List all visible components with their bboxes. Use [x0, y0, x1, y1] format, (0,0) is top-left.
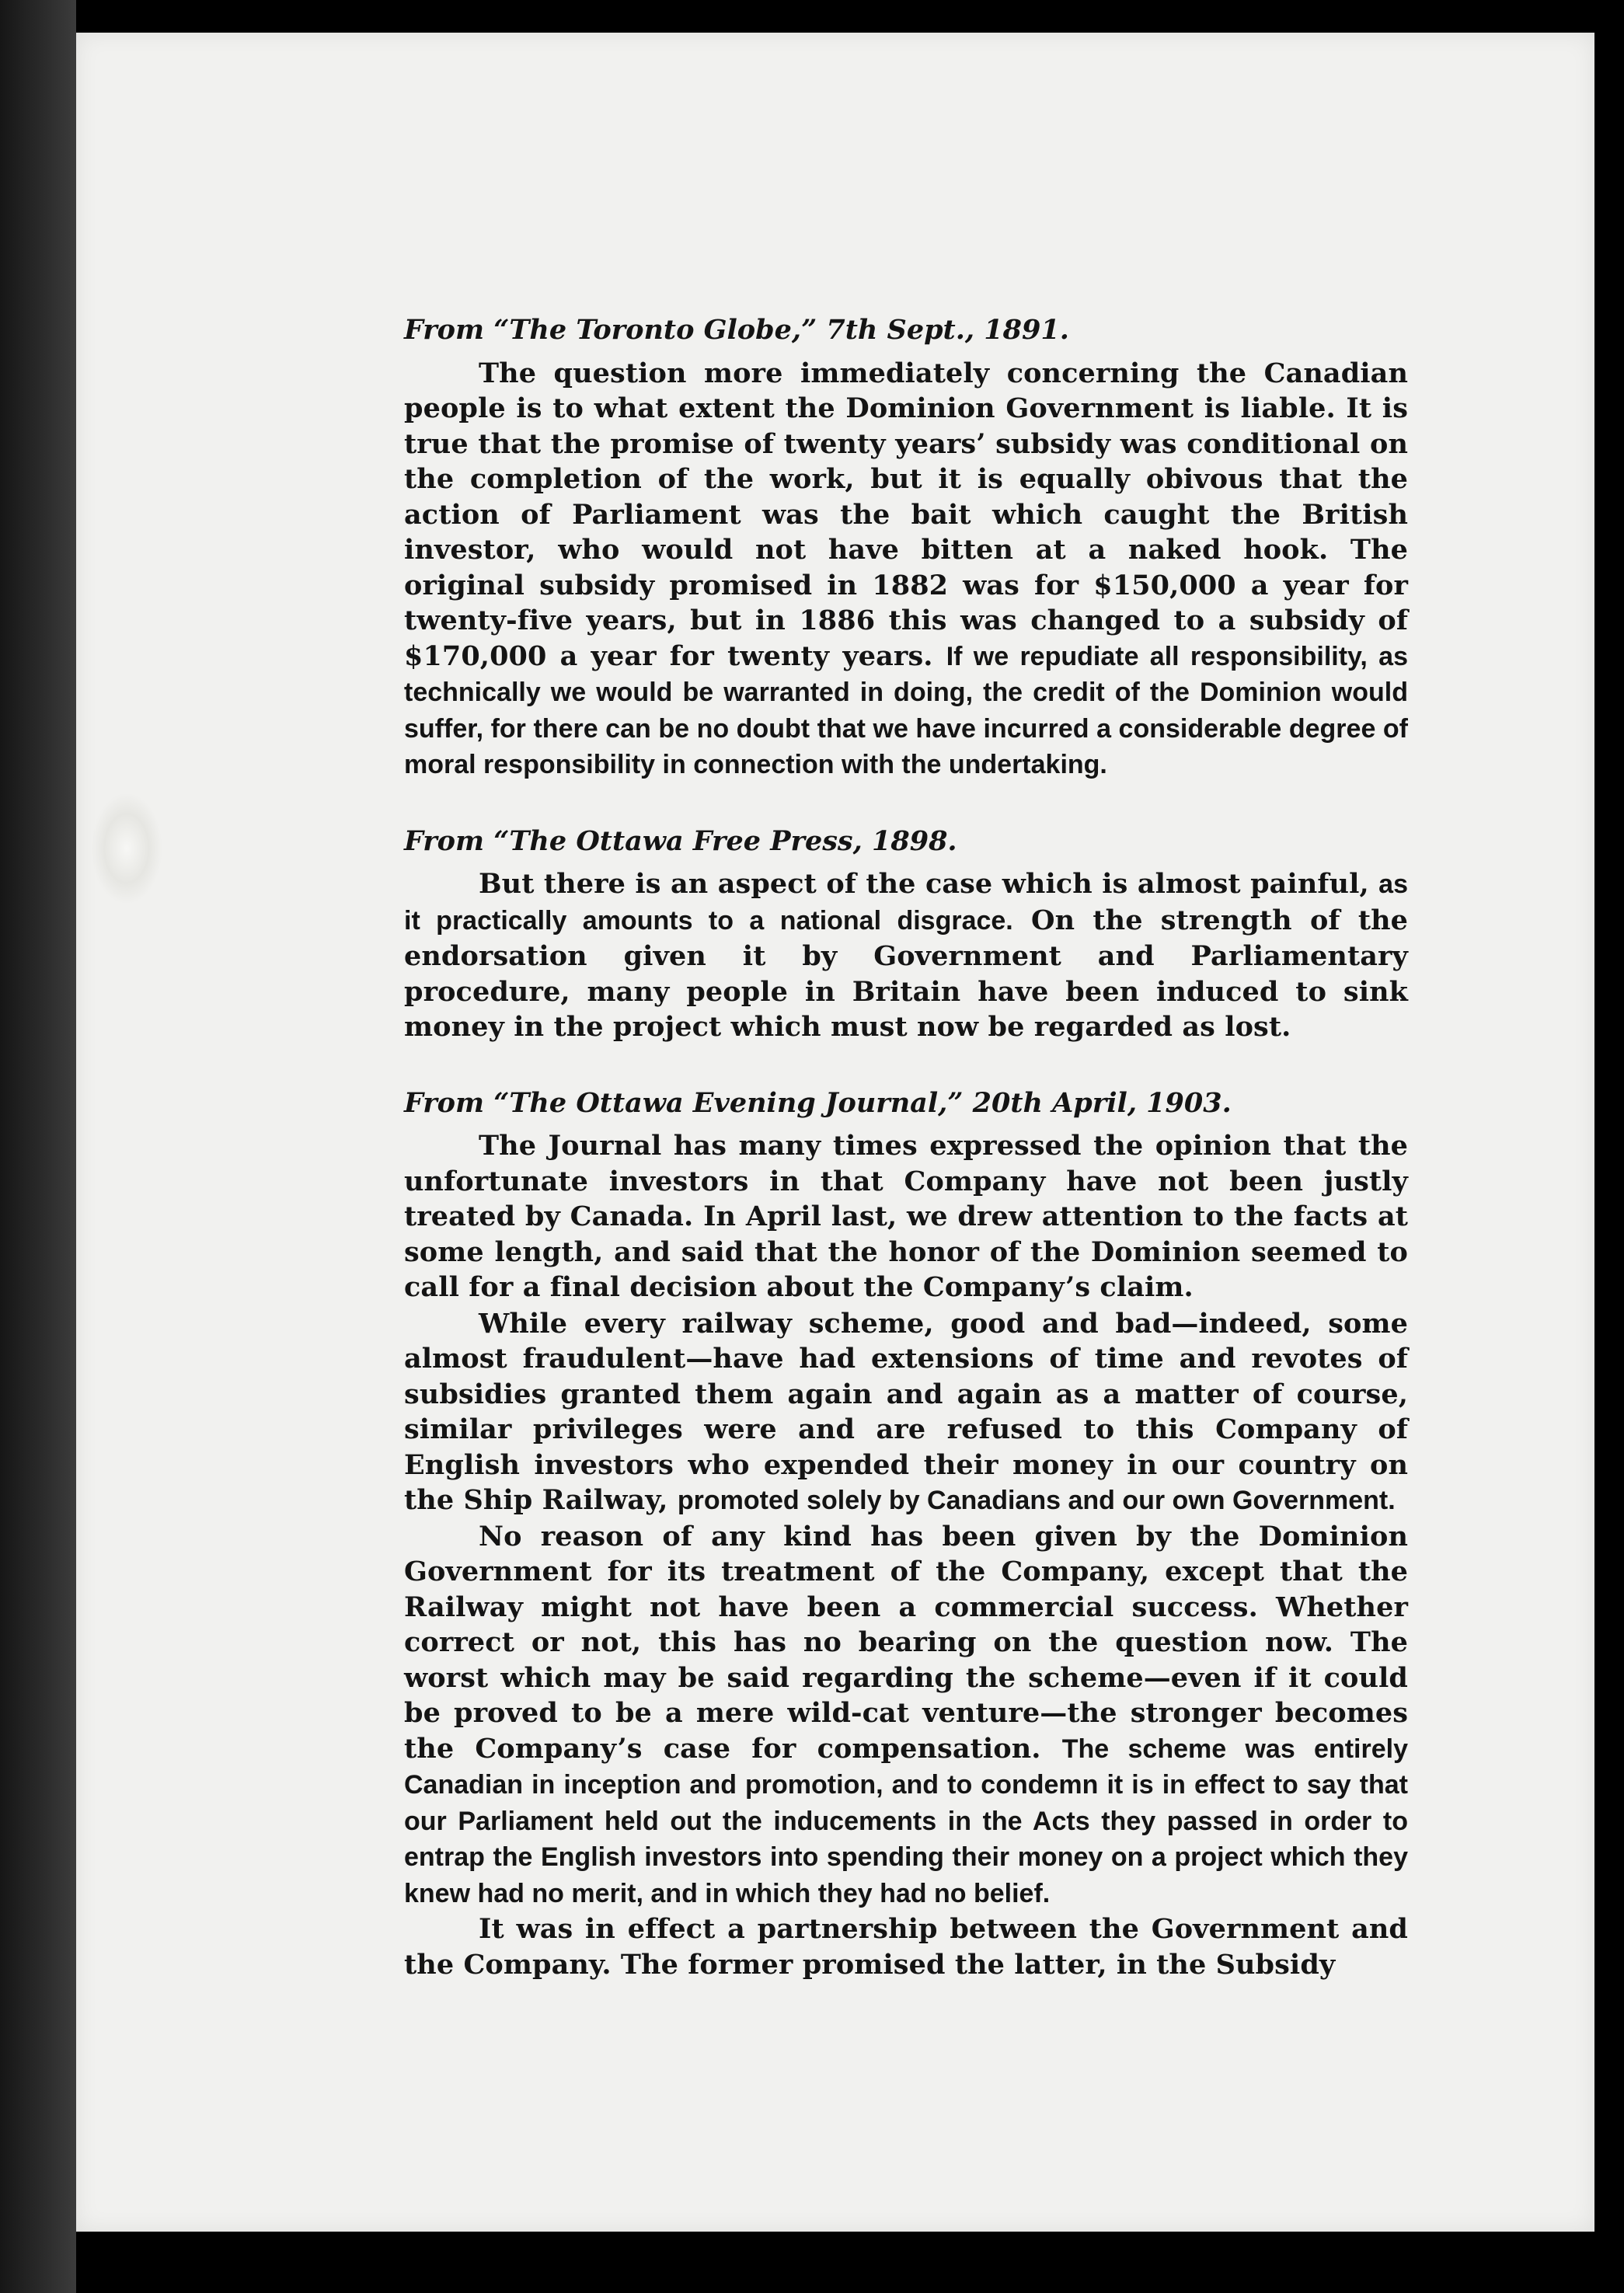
paragraph-emphasis: If we repudiate all responsibility, as technically we would be warranted in doing, the credit of the Dominion would suffer, for there can be no doubt that we have incurred a considerable degree of moral responsibility in connection with the undertaking. — [404, 641, 1408, 779]
excerpt-toronto-globe — [404, 312, 1408, 783]
document-page — [76, 33, 1594, 2232]
excerpt-heading: From “The Toronto Globe,” 7th Sept., 1891. — [404, 314, 1069, 346]
excerpt-paragraph — [404, 866, 1408, 1045]
excerpt-paragraph — [404, 1519, 1408, 1912]
paragraph-emphasis: as it practically amounts to a national disgrace. — [404, 869, 1408, 936]
excerpt-paragraph — [404, 356, 1408, 783]
text-column — [404, 312, 1408, 2023]
paragraph-text: No reason of any kind has been given by the Dominion Government for its treatment of the Company, except that the Railway might not have been a commercial success. Whether correct or not, this has no bearing on the question now. The worst which may be said regarding the scheme—even if it could be proved to be a mere wild-cat venture—the stronger becomes the Company’s case for compensation. — [404, 1520, 1408, 1765]
paragraph-emphasis: The scheme was entirely Canadian in inception and promotion, and to condemn it is in effect to say that our Parliament held out the inducements in the Acts they passed in order to entrap the English investors into spending their money on a project which they knew had no merit, and in which they had no belief. — [404, 1734, 1408, 1908]
paragraph-text: But there is an aspect of the case which is almost painful, — [479, 868, 1379, 900]
excerpt-paragraph — [404, 1911, 1408, 1983]
excerpt-ottawa-free-press — [404, 824, 1408, 1045]
paragraph-text: It was in effect a partnership between the Government and the Company. The former promised the latter, in the Subsidy — [404, 1913, 1408, 1981]
excerpt-heading: From “The Ottawa Free Press, 1898. — [404, 824, 957, 857]
paragraph-text: While every railway scheme, good and bad—indeed, some almost fraudulent—have had extensions of time and revotes of subsidies granted them again and again as a matter of course, similar privileges were and are refused to this Company of English investors who expended their money in our country on the Ship Railway, — [404, 1307, 1408, 1516]
paragraph-emphasis: promoted solely by Canadians and our own Government. — [677, 1486, 1396, 1515]
paragraph-text: The question more immediately concerning the Canadian people is to what extent the Dominion Government is liable. It is true that the promise of twenty years’ subsidy was conditional on the completion of the work, but it is equally obivous that the action of Parliament was the bait which caught the British investor, who would not have bitten at a naked hook. The original subsidy promised in 1882 was for $150,000 a year for twenty-five years, but in 1886 this was changed to a subsidy of $170,000 a year for twenty years. — [404, 357, 1408, 672]
excerpt-paragraph — [404, 1128, 1408, 1306]
excerpt-ottawa-evening-journal — [404, 1086, 1408, 1984]
excerpt-heading: From “The Ottawa Evening Journal,” 20th April, 1903. — [404, 1086, 1232, 1119]
binding-edge — [0, 0, 76, 2293]
page-damage-mark — [92, 794, 162, 903]
paragraph-text: The Journal has many times expressed the opinion that the unfortunate investors in that Company have not been justly treated by Canada. In April last, we drew attention to the facts at some length, and said that the honor of the Dominion seemed to call for a final decision about the Company’s claim. — [404, 1130, 1408, 1303]
excerpt-paragraph — [404, 1306, 1408, 1519]
paragraph-text-after: On the strength of the endorsation given it by Government and Parliamentary procedure, many people in Britain have been induced to sink money in the project which must now be regarded as lost. — [404, 904, 1409, 1043]
